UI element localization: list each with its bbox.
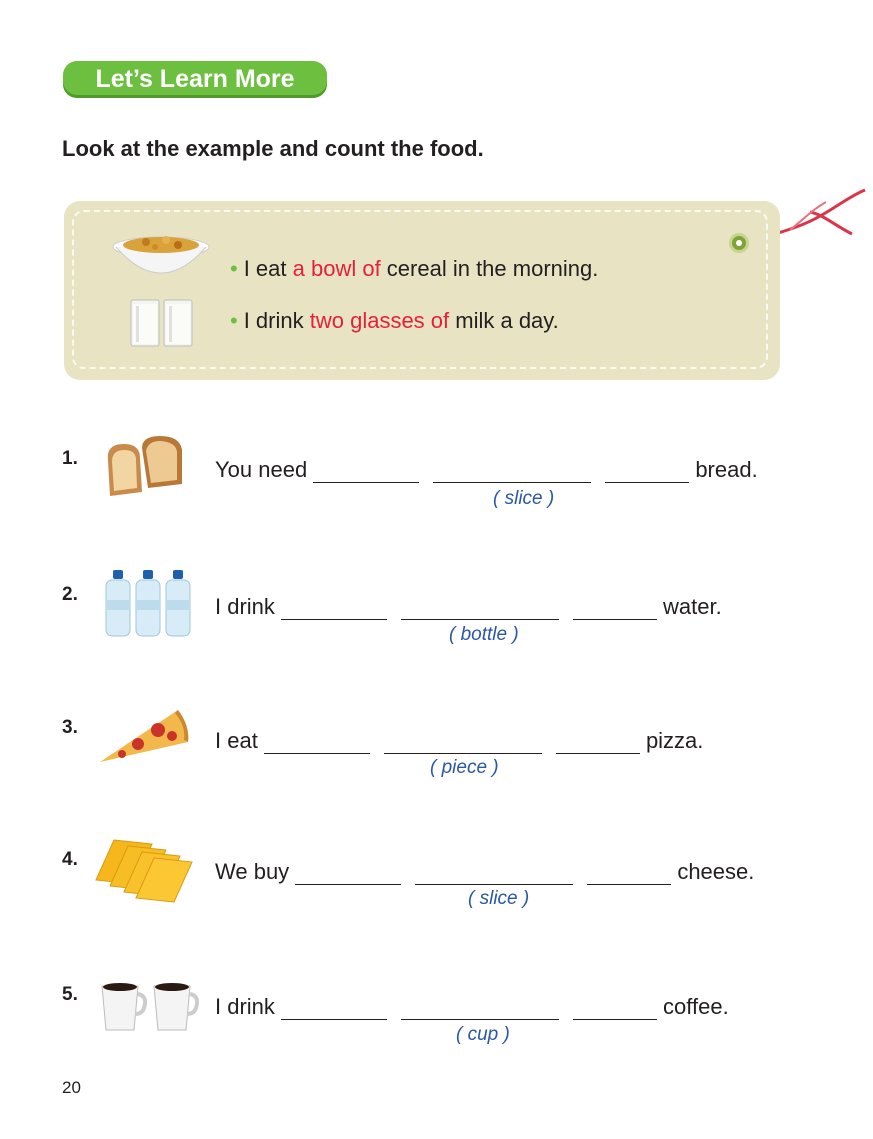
highlight-text: a bowl of	[292, 256, 381, 281]
answer-blank-unit[interactable]	[401, 997, 559, 1020]
question-number: 5.	[62, 984, 78, 1005]
answer-blank-of[interactable]	[605, 460, 689, 483]
unit-hint: ( bottle )	[449, 624, 519, 645]
question-number: 1.	[62, 448, 78, 469]
instruction-text: Look at the example and count the food.	[62, 136, 484, 161]
answer-blank-of[interactable]	[587, 862, 671, 885]
question-sentence: I drink water.	[215, 594, 722, 619]
question-number: 2.	[62, 584, 78, 605]
example-tag	[64, 201, 780, 380]
question-sentence: You need bread.	[215, 457, 758, 482]
answer-blank-unit[interactable]	[415, 862, 573, 885]
cereal-bowl-icon	[110, 233, 212, 285]
answer-blank-unit[interactable]	[384, 731, 542, 754]
coffee-cups-icon	[98, 980, 200, 1034]
example-line-1: • I eat a bowl of cereal in the morning.	[230, 256, 599, 281]
bullet-icon: •	[230, 256, 238, 281]
question-sentence: We buy cheese.	[215, 859, 755, 884]
water-bottles-icon	[104, 568, 194, 638]
answer-blank-of[interactable]	[573, 597, 657, 620]
unit-hint: ( slice )	[493, 488, 555, 509]
unit-hint: ( piece )	[430, 757, 499, 778]
pizza-slice-icon	[98, 706, 192, 766]
toast-icon	[102, 434, 188, 500]
bullet-icon: •	[230, 308, 238, 333]
milk-glasses-icon	[128, 296, 196, 350]
example-line-2: • I drink two glasses of milk a day.	[230, 308, 559, 333]
answer-blank-number[interactable]	[264, 731, 370, 754]
answer-blank-number[interactable]	[313, 460, 419, 483]
cheese-slices-icon	[94, 838, 194, 904]
answer-blank-unit[interactable]	[433, 460, 591, 483]
answer-blank-number[interactable]	[281, 997, 387, 1020]
page-number: 20	[62, 1078, 81, 1097]
answer-blank-number[interactable]	[295, 862, 401, 885]
unit-hint: ( slice )	[468, 888, 530, 909]
answer-blank-of[interactable]	[556, 731, 640, 754]
answer-blank-number[interactable]	[281, 597, 387, 620]
answer-blank-of[interactable]	[573, 997, 657, 1020]
question-sentence: I drink coffee.	[215, 994, 729, 1019]
question-sentence: I eat pizza.	[215, 728, 704, 753]
grommet-icon	[729, 233, 749, 253]
section-badge: Let’s Learn More	[63, 61, 327, 98]
answer-blank-unit[interactable]	[401, 597, 559, 620]
question-number: 3.	[62, 717, 78, 738]
unit-hint: ( cup )	[456, 1024, 510, 1045]
question-number: 4.	[62, 849, 78, 870]
highlight-text: two glasses of	[309, 308, 450, 333]
